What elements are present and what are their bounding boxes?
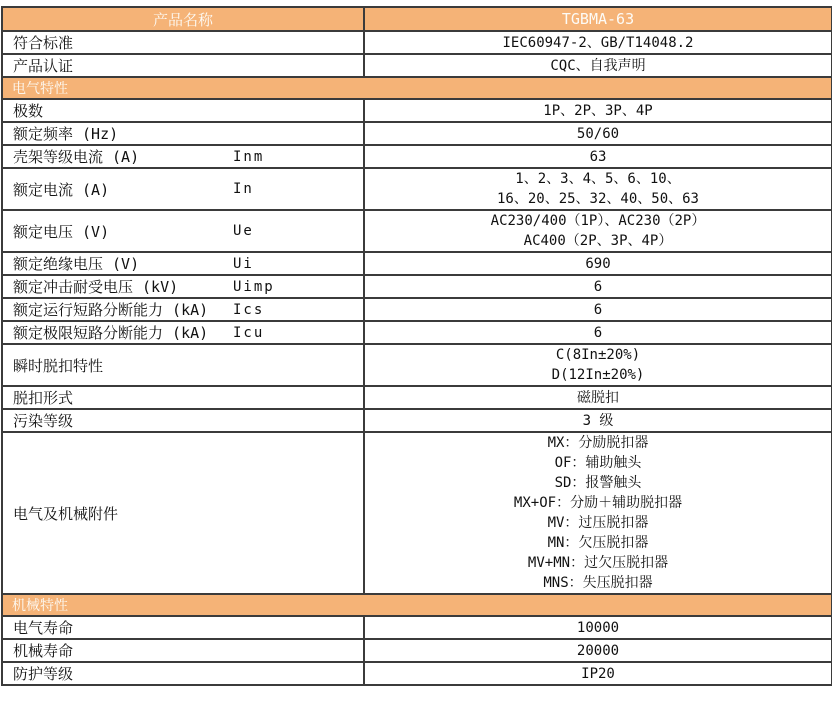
row-label: 电气寿命: [13, 619, 74, 637]
row-label-cell: [2, 639, 364, 662]
section-title: 机械特性: [2, 594, 832, 616]
row-value-cell: [364, 145, 832, 168]
row-value-cell: [364, 662, 832, 685]
row-value-line: 3 级: [582, 412, 614, 429]
table-row: [2, 99, 832, 122]
row-label: 极数: [13, 102, 44, 120]
row-label: 额定电流 (A): [13, 180, 110, 199]
row-label-cell: [2, 252, 364, 275]
row-label-cell: [2, 409, 364, 432]
row-label: 电气及机械附件: [13, 504, 119, 523]
row-value-line: 6: [593, 324, 603, 341]
row-value-line: 10000: [576, 619, 620, 636]
row-symbol: Icu: [233, 324, 265, 341]
row-value-line: 1、2、3、4、5、6、10、: [515, 171, 681, 187]
row-value-cell: [364, 54, 832, 77]
row-value-cell: [364, 321, 832, 344]
row-symbol: Ue: [233, 223, 254, 239]
table-row: [2, 344, 832, 386]
table-row: [2, 616, 832, 639]
row-label: 产品认证: [13, 57, 74, 75]
row-value-line: IP20: [581, 665, 615, 682]
row-value-line: D(12In±20%): [551, 367, 645, 383]
row-label: 符合标准: [13, 34, 74, 52]
row-value-line: MX+OF：分励＋辅助脱扣器: [513, 495, 683, 511]
row-label-cell: [2, 31, 364, 54]
row-value-line: 63: [589, 148, 607, 165]
row-label: 额定极限短路分断能力 (kA): [13, 324, 209, 342]
row-value-cell: [364, 275, 832, 298]
section-title: 电气特性: [2, 77, 832, 99]
table-row: [2, 409, 832, 432]
row-value-line: MV+MN：过欠压脱扣器: [527, 555, 669, 571]
row-symbol: In: [233, 181, 254, 197]
row-value-cell: [364, 344, 832, 386]
table-row: [2, 386, 832, 409]
row-label: 脱扣形式: [13, 389, 74, 407]
row-value-cell: [364, 168, 832, 210]
row-label: 瞬时脱扣特性: [13, 356, 104, 375]
table-row: [2, 275, 832, 298]
row-value-line: C(8In±20%): [555, 347, 641, 363]
row-value-cell: [364, 210, 832, 252]
row-value-cell: [364, 432, 832, 594]
row-label: 防护等级: [13, 665, 74, 683]
row-label-cell: [2, 662, 364, 685]
row-value-line: 690: [585, 255, 611, 272]
row-value-cell: [364, 122, 832, 145]
row-value-line: 50/60: [576, 125, 620, 142]
table-row: [2, 31, 832, 54]
row-label-cell: [2, 99, 364, 122]
row-label-cell: [2, 616, 364, 639]
row-symbol: Ics: [233, 301, 265, 318]
row-symbol: Ui: [233, 255, 254, 272]
row-label-cell: [2, 432, 364, 594]
row-value-line: 16、20、25、32、40、50、63: [496, 191, 699, 207]
row-value-line: SD：报警触头: [554, 475, 642, 491]
row-label-cell: [2, 145, 364, 168]
row-value-line: 1P、2P、3P、4P: [543, 102, 653, 119]
row-label-cell: [2, 321, 364, 344]
row-value-cell: [364, 409, 832, 432]
row-value-line: MX：分励脱扣器: [547, 435, 649, 451]
row-value-line: AC230/400（1P）、AC230（2P）: [490, 213, 706, 229]
table-header-row: [2, 7, 832, 31]
spec-table: [1, 6, 832, 686]
table-row: [2, 432, 832, 594]
row-label-cell: [2, 344, 364, 386]
row-label-cell: [2, 54, 364, 77]
row-value-line: CQC、自我声明: [550, 57, 646, 74]
row-value-line: OF：辅助触头: [554, 455, 642, 471]
product-model-value: TGBMA-63: [364, 7, 832, 31]
row-value-line: MN：欠压脱扣器: [547, 535, 649, 551]
row-symbol: Uimp: [233, 278, 275, 295]
section-header-row: [2, 594, 832, 616]
row-value-line: 磁脱扣: [577, 389, 619, 406]
table-row: [2, 145, 832, 168]
table-row: [2, 662, 832, 685]
row-value-line: IEC60947-2、GB/T14048.2: [502, 34, 694, 51]
row-value-line: AC400（2P、3P、4P）: [523, 233, 673, 249]
row-value-cell: [364, 99, 832, 122]
row-value-line: 20000: [576, 642, 620, 659]
table-row: [2, 122, 832, 145]
row-label-cell: [2, 122, 364, 145]
row-label: 额定绝缘电压 (V): [13, 255, 140, 273]
table-row: [2, 252, 832, 275]
row-value-line: 6: [593, 278, 603, 295]
table-row: [2, 210, 832, 252]
row-label: 额定电压 (V): [13, 222, 110, 241]
product-name-header: 产品名称: [2, 7, 364, 31]
row-symbol: Inm: [233, 148, 265, 165]
table-row: [2, 54, 832, 77]
row-label-cell: [2, 386, 364, 409]
row-label-cell: [2, 210, 364, 252]
row-label-cell: [2, 298, 364, 321]
table-row: [2, 168, 832, 210]
row-label: 壳架等级电流 (A): [13, 148, 140, 166]
table-row: [2, 639, 832, 662]
row-value-line: MV：过压脱扣器: [547, 515, 649, 531]
row-value-cell: [364, 298, 832, 321]
row-label: 污染等级: [13, 412, 74, 430]
row-value-cell: [364, 616, 832, 639]
row-label: 额定冲击耐受电压 (kV): [13, 278, 179, 296]
row-value-cell: [364, 639, 832, 662]
row-label: 机械寿命: [13, 642, 74, 660]
row-value-cell: [364, 386, 832, 409]
table-row: [2, 321, 832, 344]
table-row: [2, 298, 832, 321]
row-value-cell: [364, 252, 832, 275]
row-value-line: 6: [593, 301, 603, 318]
row-label-cell: [2, 275, 364, 298]
section-header-row: [2, 77, 832, 99]
row-value-cell: [364, 31, 832, 54]
row-label: 额定运行短路分断能力 (kA): [13, 301, 209, 319]
row-label: 额定频率 (Hz): [13, 125, 119, 143]
row-label-cell: [2, 168, 364, 210]
row-value-line: MNS：失压脱扣器: [543, 575, 653, 591]
